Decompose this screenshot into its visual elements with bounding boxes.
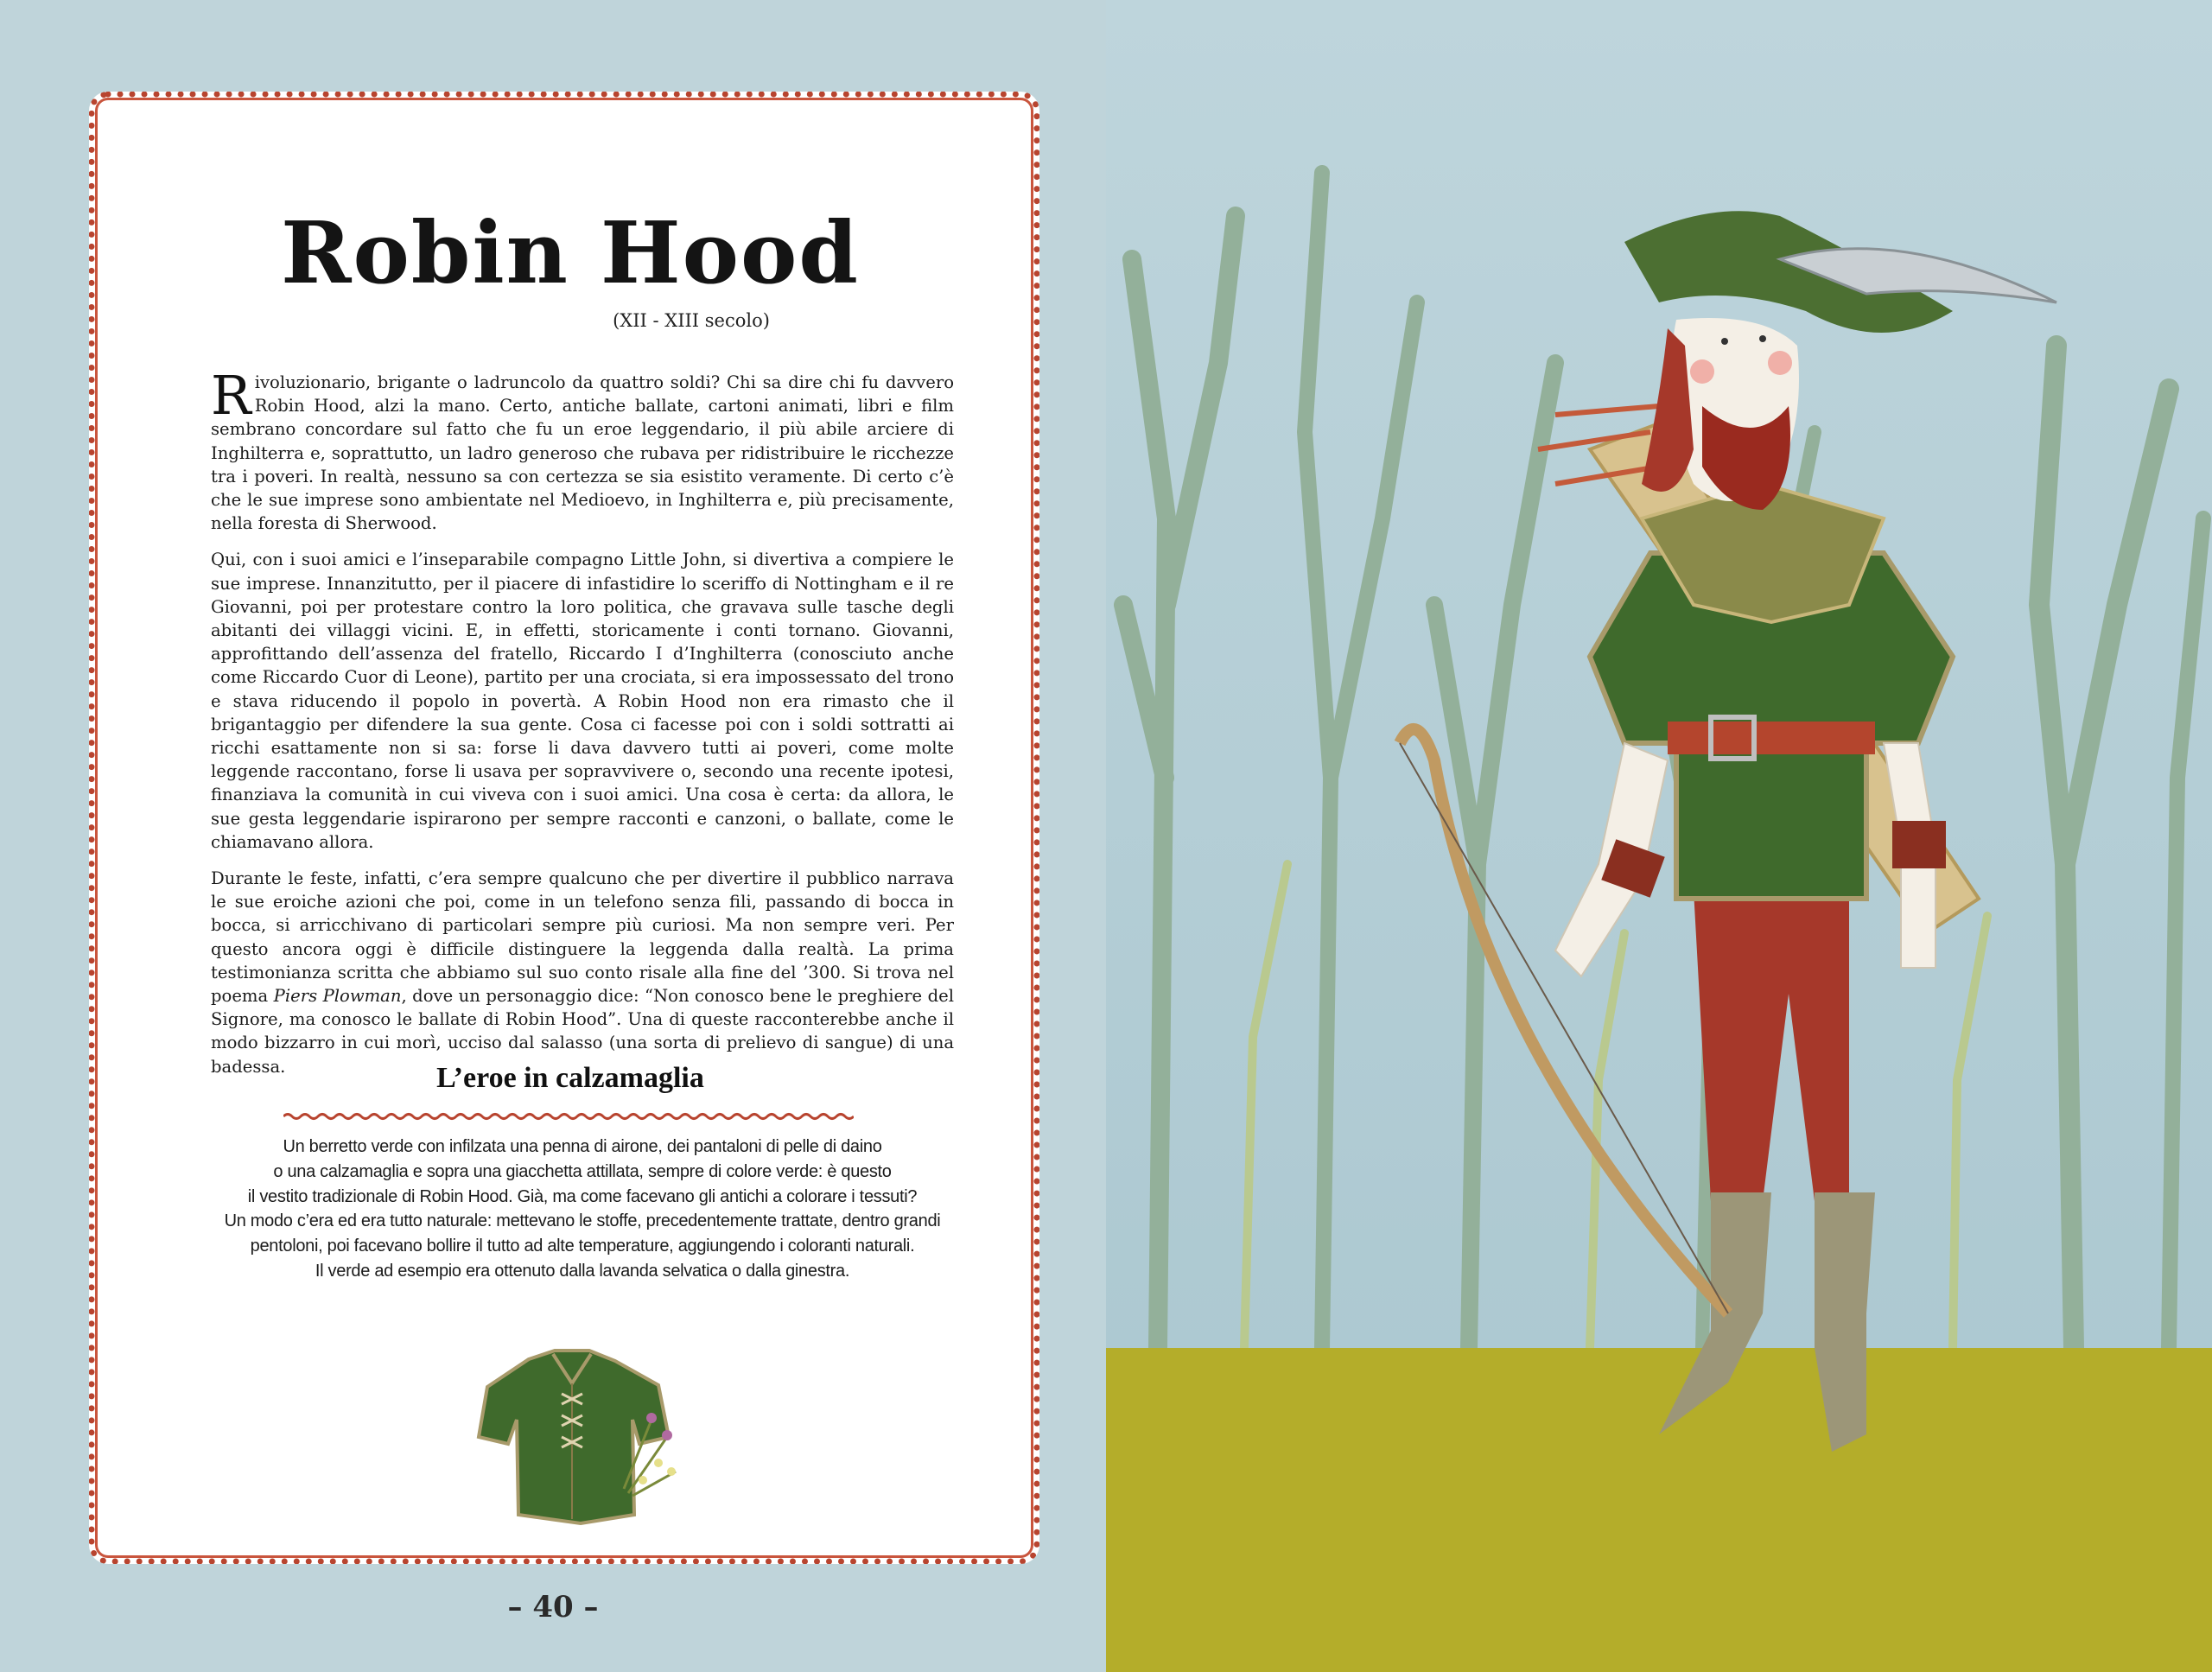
sidebar-text: [211, 1135, 954, 1284]
paragraph-1-text: ivoluzionario, brigante o ladruncolo da quattro soldi? Chi sa dire chi fu davvero Robin Hood, alzi la mano. Certo, antiche ballate, cartoni animati, libri e film sembrano concordare sul fatto che fu un eroe leggendario, il più abile arciere di Inghilterra e, soprattutto, un ladro generoso che rubava per ridistribuire le ricchezze tra i poveri. In realtà, nessuno sa con certezza se sia esistito veramente. Di certo c’è che le sue imprese sono ambientate nel Medioevo, in Inghilterra e, più precisamente, nella foresta di Sherwood.: [211, 372, 954, 534]
page-number: – 40 –: [507, 1590, 599, 1624]
paragraph-2: Qui, con i suoi amici e l’inseparabile compagno Little John, si divertiva a compiere le sue imprese. Innanzitutto, per il piacere di infastidire lo sceriffo di Nottingham e il re Giovanni, poi per protestare contro la loro politica, che gravava sulle tasche degli abitanti dei villaggi vicini. E, in effetti, storicamente i conti tornano. Giovanni, approfittando dell’assenza del fratello, Riccardo I d’Inghilterra (conosciuto anche come Riccardo Cuor di Leone), partito per una crociata, si era impossessato del trono e stava riducendo il popolo in povertà. A Robin Hood non era rimasto che il brigantaggio per difendere la sua gente. Cosa ci facesse poi con i soldi sottratti ai ricchi esattamente non si sa: forse li dava davvero tutti ai poveri, come molte leggende raccontano, forse li usava per sopravvivere o, secondo una recente ipotesi, finanziava la comunità in cui viveva con i suoi amici. Una cosa è certa: da allora, le sue gesta leggendarie ispirarono per sempre racconti e canzoni, o ballate, come le chiamavano allora.: [211, 550, 954, 852]
sidebar-line: Il verde ad esempio era ottenuto dalla lavanda selvatica o dalla ginestra.: [315, 1261, 850, 1281]
ground: [1106, 1348, 2212, 1672]
poem-title: Piers Plowman: [273, 986, 402, 1007]
body-text: [211, 364, 954, 1091]
page-title: Robin Hood: [281, 204, 860, 303]
drop-cap: R: [211, 364, 251, 427]
sidebar-line: Un berretto verde con infilzata una penna di airone, dei pantaloni di pelle di daino: [283, 1137, 882, 1156]
tunic-illustration: [451, 1342, 693, 1532]
sidebar-line: pentoloni, poi facevano bollire il tutto ad alte temperature, aggiungendo i coloranti naturali.: [250, 1237, 915, 1256]
frame-inner: [104, 106, 1025, 1549]
paragraph-3-end: , dove un personaggio dice: “Non conosco bene le preghiere del Signore, ma conosco le ballate di Robin Hood”. Una di queste racconterebbe anche il modo bizzarro in cui morì, ucciso dal salasso (una sorta di prelievo di sangue) di una badessa.: [211, 986, 954, 1077]
paragraph-3: [211, 867, 954, 1078]
sidebar-line: il vestito tradizionale di Robin Hood. Già, ma come facevano gli antichi a colorare i tessuti?: [247, 1186, 918, 1206]
sidebar-line: o una calzamaglia e sopra una giacchetta attillata, sempre di colore verde: è questo: [273, 1161, 892, 1181]
robin-hood-illustration: [1106, 0, 2212, 1672]
section-heading: L’eroe in calzamaglia: [436, 1062, 704, 1094]
page-subtitle: (XII - XIII secolo): [613, 310, 770, 331]
paragraph-1: [211, 364, 954, 535]
belt: [1668, 722, 1875, 754]
paragraph-3-text: Durante le feste, infatti, c’era sempre qualcuno che per divertire il pubblico narrava le sue eroiche azioni che poi, come in un telefono senza fili, passando di bocca in bocca, si arricchivano di particolari sempre più curiosi. Ma non sempre veri. Per questo ancora oggi è difficile distinguere la leggenda dalla realtà. La prima testimonianza scritta che abbiamo sul suo conto risale alla fine del ’300. Si trova nel poema: [211, 868, 954, 1007]
sidebar-line: Un modo c’era ed era tutto naturale: mettevano le stoffe, precedentemente trattate, dentro grandi: [224, 1211, 941, 1231]
section-divider: [283, 1112, 854, 1121]
text-frame: [89, 92, 1039, 1564]
illustration-page: [1106, 0, 2212, 1672]
